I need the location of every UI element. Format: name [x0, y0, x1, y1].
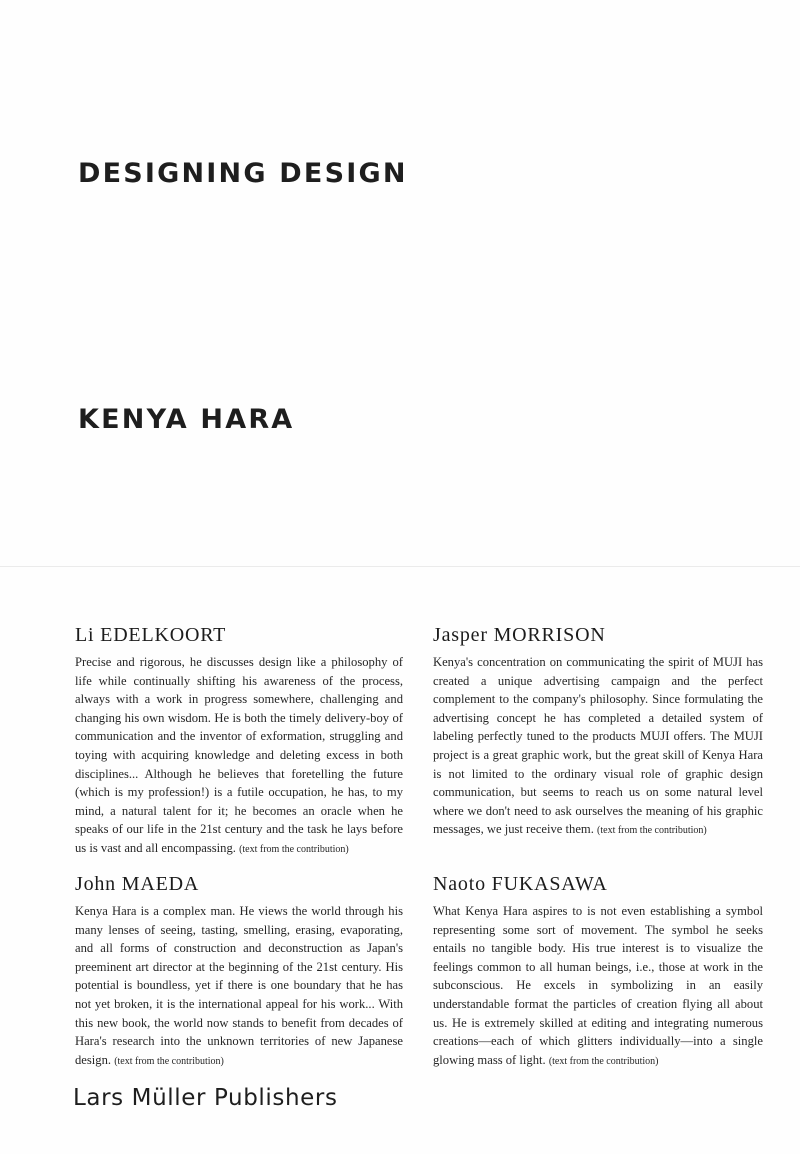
endorser-name: John MAEDA — [75, 873, 200, 895]
endorser-name: Li EDELKOORT — [75, 624, 227, 646]
endorsement-morrison — [433, 624, 763, 841]
endorsement-text: Kenya's concentration on communicating the spirit of MUJI has created a unique advertising campaign and the perfect complement to the company's philosophy. Since formulating the advertising concept he has completed a detailed system of labeling perfectly tuned to the products MUJI offers. The MUJI project is a great graphic work, but the great skill of Kenya Hara is not limited to the ordinary visual role of graphic design communication, but seems to reach us on some natural level where we don't need to ask ourselves the meaning of his graphic messages, we just receive them. (text from the contribution) — [433, 655, 763, 837]
endorsement-edelkoort — [75, 624, 403, 860]
author-name: KENYA HARA — [78, 404, 295, 435]
fold-line — [0, 566, 800, 567]
source-note: (text from the contribution) — [597, 825, 707, 837]
endorsement-text: Kenya Hara is a complex man. He views the world through his many lenses of seeing, tasting, smelling, erasing, evaporating, and all forms of construction and deconstruction as Japan's preeminent art director at the beginning of the 21st century. His potential is boundless, yet if there is one boundary that he has not yet broken, it is the international appeal for his work... With this new book, the world now stands to benefit from decades of Hara's research into the unknown territories of new Japanese design. (text from the contribution) — [75, 904, 403, 1067]
endorser-name: Jasper MORRISON — [433, 624, 606, 646]
book-title: DESIGNING DESIGN — [78, 158, 408, 189]
source-note: (text from the contribution) — [548, 1055, 659, 1067]
source-note: (text from the contribution) — [114, 1055, 224, 1067]
publisher-name: Lars Müller Publishers — [73, 1085, 338, 1111]
endorsement-text: What Kenya Hara aspires to is not even establishing a symbol representing some sort of movement. The symbol he seeks entails no tangible body. His true interest is to visualize the feelings common to all human beings, i.e., those at work in the subconscious. He excels in symbolizing in an easily understandable format the particles of creation flying all about us. He is extremely skilled at editing and integrating numerous creations—each of which glitters individually—into a single glowing mass of light. (text from the contribution) — [433, 904, 763, 1067]
endorsement-fukasawa — [433, 873, 763, 1071]
endorsement-maeda — [75, 873, 403, 1071]
endorser-name: Naoto FUKASAWA — [433, 873, 608, 895]
source-note: (text from the contribution) — [239, 843, 349, 855]
endorsement-text: Precise and rigorous, he discusses design like a philosophy of life while continually shifting his awareness of the process, always with a work in progress somewhere, challenging and changing his own wisdom. He is both the timely delivery-boy of communication and the inventor of exformation, struggling and toying with acquiring knowledge and deleting excess in both disciplines... Although he believes that foretelling the future (which is my profession!) is a futile occupation, he has, to my mind, a natural talent for it; he becomes an oracle when he speaks of our life in the 21st century and the task he lays before us is vast and all encompassing. (text from the contribution) — [75, 655, 403, 855]
